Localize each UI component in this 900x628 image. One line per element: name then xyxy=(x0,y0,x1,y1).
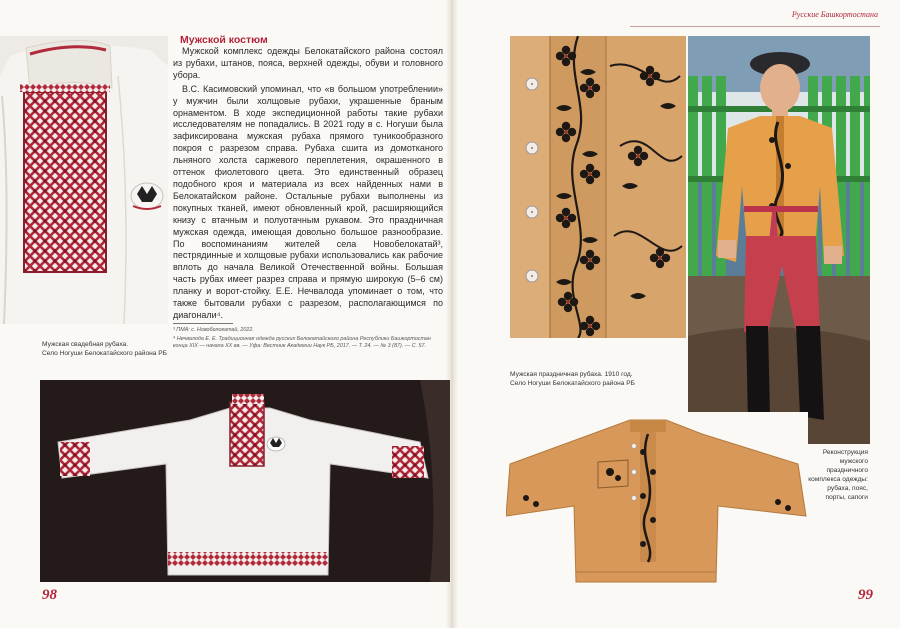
section-title: Мужской костюм xyxy=(180,34,268,46)
page-number-left: 98 xyxy=(42,587,57,603)
running-head-rule xyxy=(630,26,880,27)
caption-line: рубаха, пояс, xyxy=(827,485,868,492)
footnotes xyxy=(173,327,443,350)
caption-line: Село Ногуши Белокатайского района РБ xyxy=(42,350,168,357)
wedding-shirt-full-photo xyxy=(40,380,450,582)
running-head: Русские Башкортостана xyxy=(791,10,878,19)
caption-line: мужского xyxy=(839,458,868,465)
caption-line: Село Ногуши Белокатайского района РБ xyxy=(510,380,636,387)
costume-reconstruction-photo xyxy=(688,36,870,444)
body-text xyxy=(173,46,443,322)
caption-line: Мужская свадебная рубаха. xyxy=(42,341,129,348)
wedding-shirt-closeup-photo xyxy=(0,36,168,324)
caption-line: порты, сапоги xyxy=(825,494,868,501)
paragraph: Мужской комплекс одежды Белокатайского района состоял из рубахи, штанов, пояса, верхней одежды, обуви и головного убора. xyxy=(173,46,443,80)
festive-shirt-caption xyxy=(510,370,635,388)
reconstruction-caption xyxy=(808,448,868,502)
caption-line: праздничного xyxy=(826,467,868,474)
festive-shirt-full-photo xyxy=(506,412,808,590)
festive-shirt-closeup-photo xyxy=(510,36,686,338)
caption-line: Реконструкция xyxy=(822,449,868,456)
paragraph: В.С. Касимовский упоминал, что «в большом употреблении» у мужчин были холщовые рубахи, украшенные браным орнаментом. В ходе экспедиционной работы такие рубахи исследователям не попадались. В 2021 году в с. Ногуши была зафиксирована мужская рубаха прямого туникообразного покроя с разрезом справа. Рубаха сшита из домотканого льняного холста саржевого переплетения, окрашенного в оттенок фиолетового цвета. Это единственный образец подобного кроя и материала из всех найденных нами в Белокатайском районе. Остальные рубахи выполнены из покупных тканей, имеют обновленный крой, расширяющийся книзу с втачным и полуотачным рукавом. Это праздничная мужская одежда, имеющая довольно большое разнообразие. По воспоминаниям жителей села Новобелокатай³, пестрядинные и холщовые рубахи использовались как рабочие вплоть до начала Великой Отечественной войны. Большая часть рубах имеет разрез справа и прямую широкую (5–6 см) планку и ворот-стойку. Е.Е. Нечвалода упоминает о том, что также бытовали рубахи с разрезом, располагающимся по диагонали⁴. xyxy=(173,83,443,320)
footnote-rule xyxy=(173,323,233,324)
footnote: ³ ПМА: с. Новобелокатай, 2022. xyxy=(173,327,254,333)
wedding-shirt-caption xyxy=(42,340,167,358)
page-number-right: 99 xyxy=(858,587,873,603)
caption-line: Мужская праздничная рубаха. 1910 год. xyxy=(510,371,633,378)
footnote: ⁴ Нечвалода Е. Е. Традиционная одежда русских Белокатайского района Республики Башкортостан конца XIX — начала XX вв. — Уфа: Вестник Академии Наук РБ, 2017. — Т. 24. — № 3 (87). — С. 57. xyxy=(173,336,431,349)
caption-line: комплекса одежды: xyxy=(808,476,868,483)
